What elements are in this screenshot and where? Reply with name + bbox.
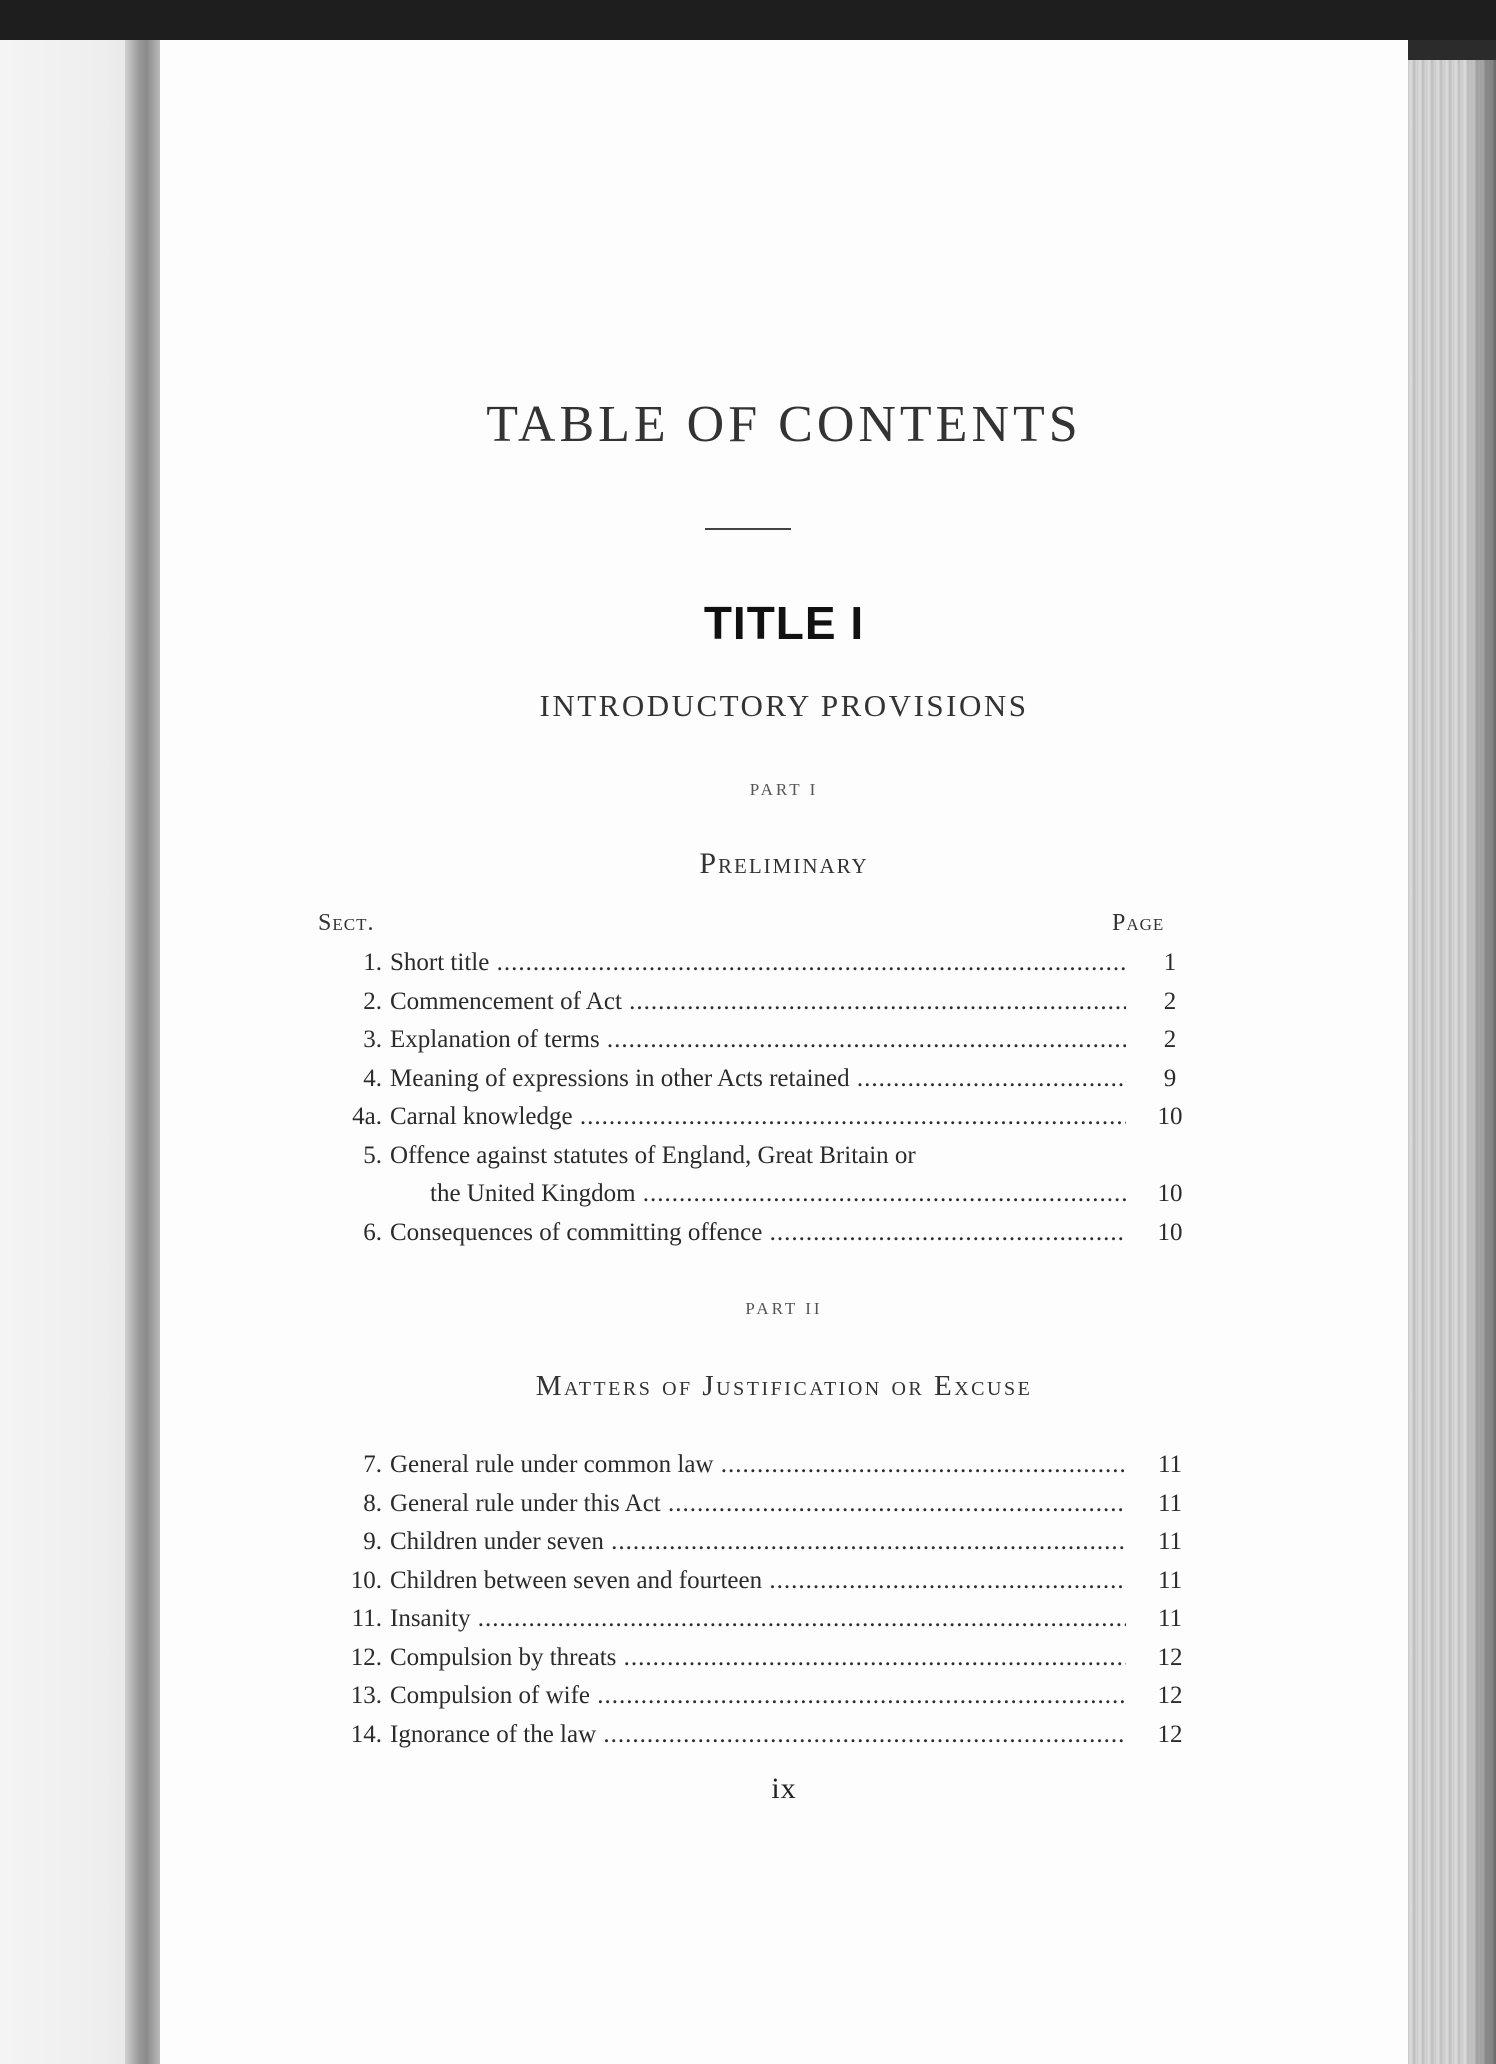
toc-entry-page: 11 (1157, 1528, 1183, 1555)
page-title: TABLE OF CONTENTS (486, 396, 1082, 453)
title-divider (705, 528, 791, 530)
part-two-label: PART II (745, 1299, 823, 1318)
toc-entry-page: 11 (1157, 1489, 1183, 1517)
toc-entry-number: 4a. (352, 1103, 382, 1130)
toc-entry-page: 2 (1163, 1026, 1177, 1053)
section-column-header: Sect. (318, 910, 375, 936)
toc-entry-title: Compulsion of wife ..... (390, 1677, 1126, 1715)
toc-entry-number: 14. (350, 1720, 382, 1748)
toc-entry (280, 1214, 1200, 1252)
toc-entry-number: 8. (363, 1489, 382, 1517)
toc-entry-page: 12 (1157, 1643, 1183, 1671)
toc-entry (280, 1021, 1200, 1059)
toc-entry-number: 10. (350, 1566, 382, 1594)
toc-entry-title: Commencement of Act ..... (390, 983, 1126, 1021)
toc-entry-title: Explanation of terms ..... (390, 1021, 1126, 1059)
part-two-heading: Matters of Justification or Excuse (535, 1370, 1033, 1402)
toc-entry (280, 1446, 1200, 1484)
toc-entry-page: 11 (1157, 1566, 1183, 1594)
toc-entry-page: 10 (1157, 1218, 1183, 1246)
toc-entry (280, 1562, 1200, 1600)
toc-entry-page: 10 (1157, 1103, 1183, 1130)
toc-entry-page: 11 (1157, 1451, 1183, 1478)
toc-entry (280, 1175, 1200, 1213)
toc-entry-title: Carnal knowledge ..... (390, 1098, 1126, 1136)
toc-entry-title: Insanity ..... (390, 1600, 1126, 1638)
toc-entry-title: Short title ..... (390, 944, 1126, 982)
toc-entry (280, 1677, 1200, 1715)
page-column-header: Page (1112, 910, 1165, 936)
toc-entry-page: 12 (1157, 1720, 1183, 1748)
toc-entry-title: Children under seven ..... (390, 1523, 1126, 1561)
toc-entry-title: Offence against statutes of England, Great Britain or (390, 1141, 916, 1169)
part-one-heading: Preliminary (699, 847, 869, 880)
toc-entry-number: 12. (350, 1643, 382, 1671)
toc-entry (280, 1639, 1200, 1677)
toc-entry (280, 1600, 1200, 1638)
toc-entry-page: 10 (1157, 1180, 1183, 1207)
toc-entry-number: 5. (363, 1141, 382, 1169)
toc-entry-title: Ignorance of the law ..... (390, 1716, 1126, 1754)
toc-entry-title: Children between seven and fourteen ..... (390, 1562, 1126, 1600)
toc-entry-title: General rule under this Act ..... (390, 1485, 1126, 1523)
toc-entry-title: Compulsion by threats ..... (390, 1639, 1126, 1677)
toc-entry-number: 2. (363, 987, 382, 1015)
page-stack-shadow (1466, 60, 1496, 2064)
book-gutter-shadow (125, 40, 165, 2064)
toc-entry-number: 9. (363, 1528, 382, 1555)
toc-entry-number: 13. (350, 1682, 382, 1709)
toc-entry-page: 12 (1157, 1682, 1183, 1709)
toc-entry-title: the United Kingdom ..... (430, 1175, 1126, 1213)
toc-entry (280, 1098, 1200, 1136)
toc-entry-title: Consequences of committing offence ..... (390, 1214, 1126, 1252)
toc-entry (280, 1485, 1200, 1523)
toc-entry-number: 7. (363, 1451, 382, 1478)
page-number: ix (771, 1772, 797, 1805)
title-number: TITLE I (703, 597, 865, 649)
toc-entry-page: 2 (1163, 987, 1177, 1015)
toc-entry-number: 3. (363, 1026, 382, 1053)
scan-top-border (0, 0, 1496, 40)
toc-entry (280, 1523, 1200, 1561)
toc-entry-page: 9 (1163, 1064, 1177, 1092)
toc-entry (280, 1716, 1200, 1754)
toc-entry-number: 1. (363, 949, 382, 976)
toc-entry (280, 1137, 1200, 1175)
toc-entry-page: 11 (1157, 1605, 1183, 1632)
toc-entry (280, 1060, 1200, 1098)
toc-entry (280, 983, 1200, 1021)
toc-entry-number: 4. (363, 1064, 382, 1092)
title-subject: INTRODUCTORY PROVISIONS (539, 688, 1029, 723)
part-one-label: PART I (749, 780, 819, 799)
toc-entry-title: Meaning of expressions in other Acts retained ..... (390, 1060, 1126, 1098)
toc-entry-title: General rule under common law ..... (390, 1446, 1126, 1484)
toc-entry-page: 1 (1163, 949, 1177, 976)
toc-entry (280, 944, 1200, 982)
toc-entry-number: 11. (351, 1605, 382, 1632)
toc-entry-number: 6. (363, 1218, 382, 1246)
